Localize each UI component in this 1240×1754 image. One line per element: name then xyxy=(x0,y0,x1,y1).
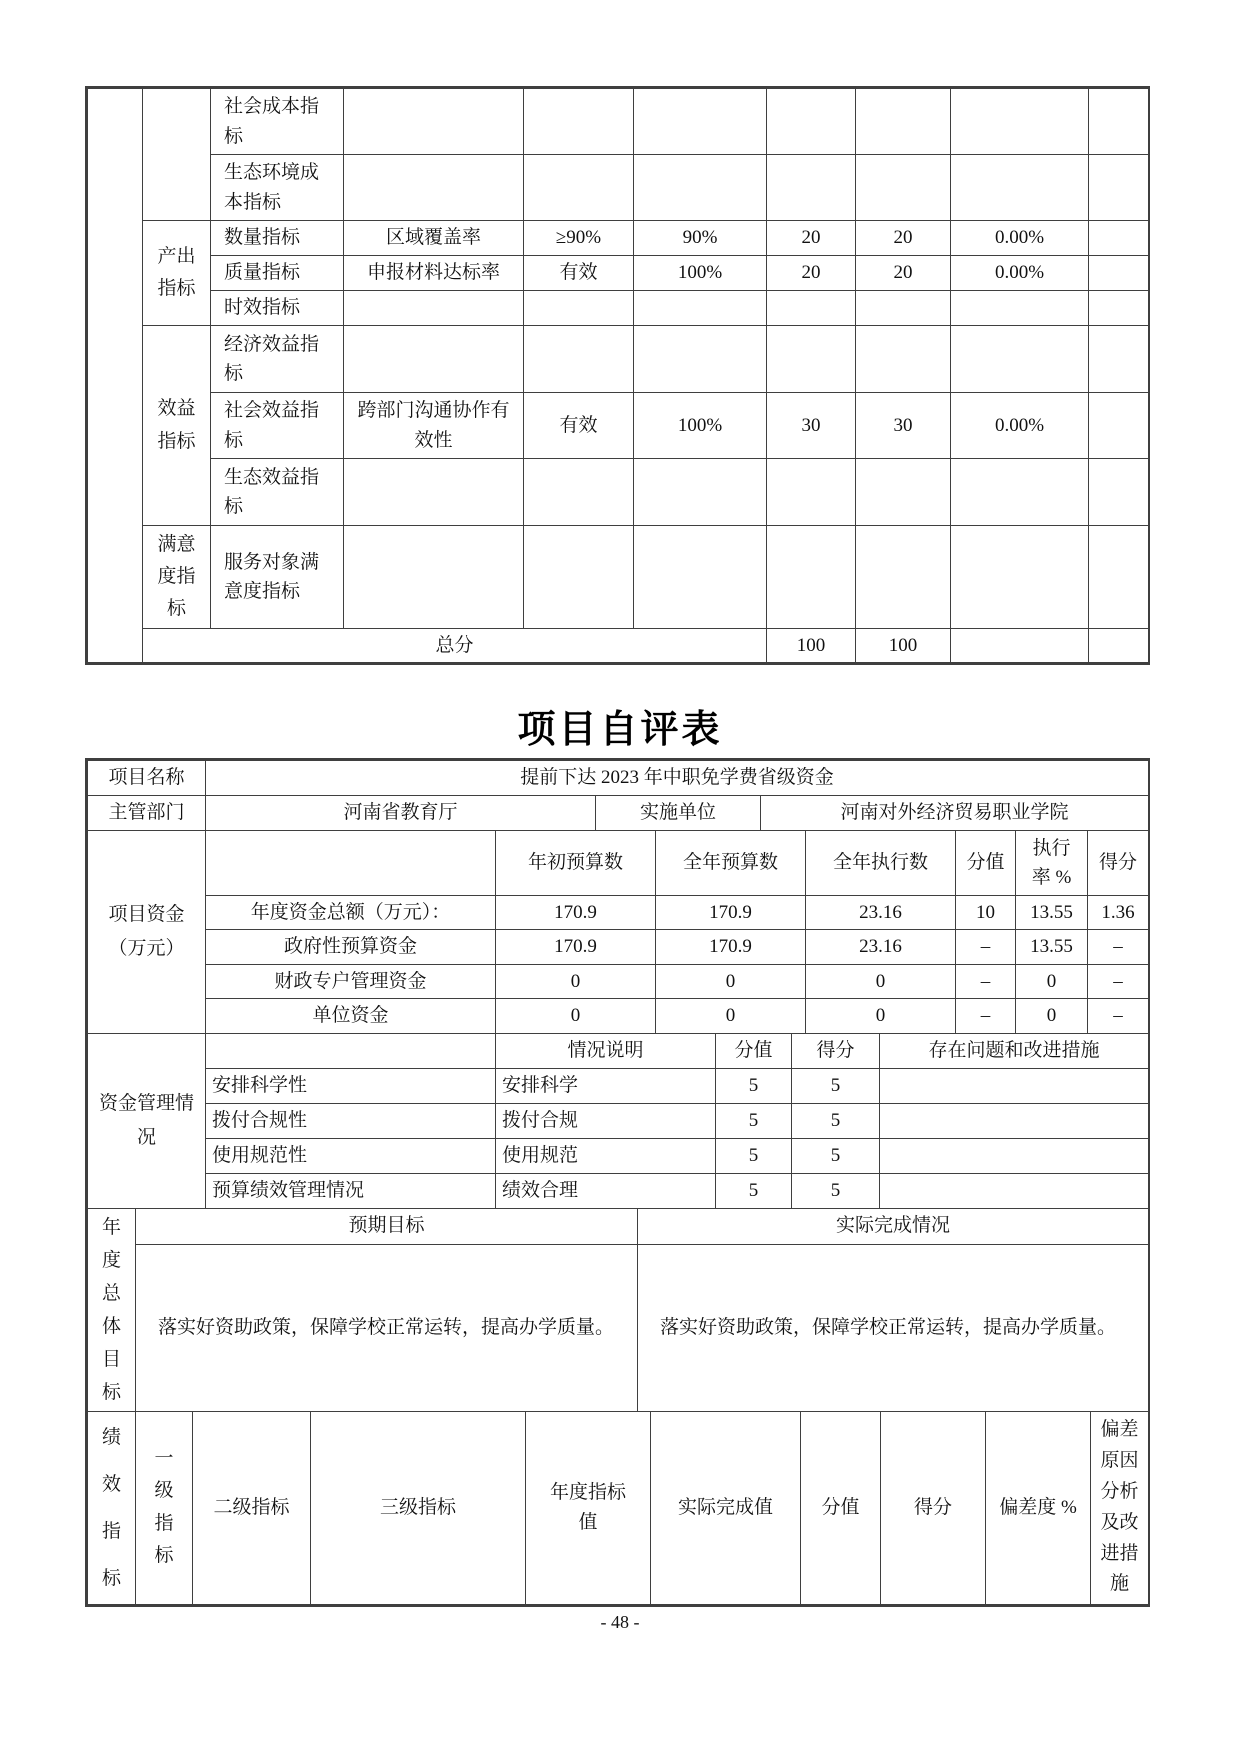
total-score-cell: 100 xyxy=(856,629,951,663)
actual-cell xyxy=(634,459,767,526)
level2-header: 二级指标 xyxy=(193,1411,311,1604)
issues-cell xyxy=(880,1068,1149,1103)
issues-header: 存在问题和改进措施 xyxy=(880,1033,1149,1068)
issues-cell xyxy=(880,1138,1149,1173)
management-name-header-empty xyxy=(206,1033,496,1068)
level3-cell: 区域覆盖率 xyxy=(344,221,524,256)
initial-budget-header: 年初预算数 xyxy=(496,831,656,896)
criterion-cell: 安排科学性 xyxy=(206,1068,496,1103)
group-cell-empty xyxy=(143,89,211,221)
impl-unit-value: 河南对外经济贸易职业学院 xyxy=(761,796,1149,831)
target-cell xyxy=(524,326,634,393)
score-cell: – xyxy=(1088,964,1149,998)
actual-cell xyxy=(634,326,767,393)
score-header: 得分 xyxy=(792,1033,880,1068)
fund-name-cell: 政府性预算资金 xyxy=(206,930,496,964)
deviation-cell xyxy=(951,155,1089,221)
project-name-label: 项目名称 xyxy=(88,761,206,796)
deviation-rate-header: 偏差度 % xyxy=(986,1411,1091,1604)
funds-section xyxy=(87,830,1149,1034)
score-cell xyxy=(856,526,951,629)
fund-management-section xyxy=(87,1033,1149,1209)
project-info-section xyxy=(87,760,1149,831)
expected-goal-text: 落实好资助政策，保障学校正常运转，提高办学质量。 xyxy=(136,1244,638,1411)
management-row xyxy=(88,1173,1149,1208)
annual-target-header: 年度指标值 xyxy=(526,1411,651,1604)
rate-cell: 13.55 xyxy=(1016,930,1088,964)
fund-name-cell: 年度资金总额（万元）： xyxy=(206,896,496,930)
table-row xyxy=(88,221,1149,256)
target-cell: 有效 xyxy=(524,256,634,291)
fund-name-cell: 财政专户管理资金 xyxy=(206,964,496,998)
target-cell xyxy=(524,526,634,629)
points-cell xyxy=(767,89,856,155)
impl-unit-label: 实施单位 xyxy=(596,796,761,831)
performance-section xyxy=(87,1411,1149,1605)
actual-completion-header: 实际完成情况 xyxy=(638,1208,1149,1244)
points-header: 分值 xyxy=(716,1033,792,1068)
level3-header: 三级指标 xyxy=(311,1411,526,1604)
level2-cell: 生态环境成本指标 xyxy=(211,155,344,221)
table-row xyxy=(88,393,1149,459)
remark-cell xyxy=(1089,326,1149,393)
actual-cell xyxy=(634,291,767,326)
deviation-cell: 0.00% xyxy=(951,393,1089,459)
points-cell: 5 xyxy=(716,1068,792,1103)
score-cell: 5 xyxy=(792,1173,880,1208)
remark-cell xyxy=(1089,221,1149,256)
executed-header: 全年执行数 xyxy=(806,831,956,896)
initial-cell: 0 xyxy=(496,999,656,1033)
actual-cell xyxy=(634,155,767,221)
score-cell: – xyxy=(1088,999,1149,1033)
target-cell xyxy=(524,291,634,326)
fund-name-cell: 单位资金 xyxy=(206,999,496,1033)
group-cell-satisfaction: 满意度指标 xyxy=(143,526,211,629)
points-cell xyxy=(767,459,856,526)
annual-cell: 170.9 xyxy=(656,930,806,964)
executed-cell: 0 xyxy=(806,964,956,998)
level2-cell: 经济效益指标 xyxy=(211,326,344,393)
desc-header: 情况说明 xyxy=(496,1033,716,1068)
annual-cell: 0 xyxy=(656,964,806,998)
dept-label: 主管部门 xyxy=(88,796,206,831)
total-deviation-cell xyxy=(951,629,1089,663)
score-cell: 1.36 xyxy=(1088,896,1149,930)
level2-cell: 生态效益指标 xyxy=(211,459,344,526)
desc-cell: 使用规范 xyxy=(496,1138,716,1173)
remark-cell xyxy=(1089,526,1149,629)
continuation-table xyxy=(85,86,1150,665)
rate-cell: 13.55 xyxy=(1016,896,1088,930)
level2-cell: 数量指标 xyxy=(211,221,344,256)
points-cell: 20 xyxy=(767,256,856,291)
score-header: 得分 xyxy=(1088,831,1149,896)
initial-cell: 170.9 xyxy=(496,896,656,930)
deviation-reason-header: 偏差原因分析及改进措施 xyxy=(1091,1411,1149,1604)
total-label-cell: 总分 xyxy=(143,629,767,663)
dept-value: 河南省教育厅 xyxy=(206,796,596,831)
annual-budget-header: 全年预算数 xyxy=(656,831,806,896)
target-cell: ≥90% xyxy=(524,221,634,256)
actual-cell: 100% xyxy=(634,393,767,459)
table-row xyxy=(88,291,1149,326)
remark-cell xyxy=(1089,629,1149,663)
annual-cell: 0 xyxy=(656,999,806,1033)
target-cell xyxy=(524,155,634,221)
target-cell xyxy=(524,459,634,526)
level2-cell: 社会成本指标 xyxy=(211,89,344,155)
page-number: - 48 - xyxy=(600,1612,640,1632)
actual-cell: 90% xyxy=(634,221,767,256)
continuation-table-grid xyxy=(87,88,1149,663)
level3-cell xyxy=(344,326,524,393)
level2-cell: 社会效益指标 xyxy=(211,393,344,459)
score-cell xyxy=(856,155,951,221)
score-cell: 20 xyxy=(856,256,951,291)
issues-cell xyxy=(880,1103,1149,1138)
table-row xyxy=(88,256,1149,291)
actual-cell xyxy=(634,526,767,629)
deviation-cell xyxy=(951,459,1089,526)
points-cell: 30 xyxy=(767,393,856,459)
points-cell xyxy=(767,291,856,326)
funds-label: 项目资金（万元） xyxy=(88,831,206,1034)
funds-row xyxy=(88,896,1149,930)
deviation-cell xyxy=(951,291,1089,326)
level3-cell xyxy=(344,459,524,526)
points-cell xyxy=(767,155,856,221)
level2-cell: 服务对象满意度指标 xyxy=(211,526,344,629)
actual-completion-text: 落实好资助政策，保障学校正常运转，提高办学质量。 xyxy=(638,1244,1149,1411)
rate-cell: 0 xyxy=(1016,964,1088,998)
table-row xyxy=(88,459,1149,526)
remark-cell xyxy=(1089,89,1149,155)
project-name-row xyxy=(88,761,1149,796)
actual-value-header: 实际完成值 xyxy=(651,1411,801,1604)
points-cell xyxy=(767,326,856,393)
score-cell: – xyxy=(1088,930,1149,964)
level3-cell: 申报材料达标率 xyxy=(344,256,524,291)
management-header-row xyxy=(88,1033,1149,1068)
points-cell: – xyxy=(956,930,1016,964)
points-cell: 5 xyxy=(716,1103,792,1138)
funds-row xyxy=(88,930,1149,964)
executed-cell: 23.16 xyxy=(806,930,956,964)
goal-content-row xyxy=(88,1244,1149,1411)
funds-name-header-empty xyxy=(206,831,496,896)
score-cell: 30 xyxy=(856,393,951,459)
score-header: 得分 xyxy=(881,1411,986,1604)
desc-cell: 绩效合理 xyxy=(496,1173,716,1208)
target-cell xyxy=(524,89,634,155)
management-row xyxy=(88,1138,1149,1173)
table-row xyxy=(88,155,1149,221)
target-cell: 有效 xyxy=(524,393,634,459)
funds-row xyxy=(88,999,1149,1033)
remark-cell xyxy=(1089,256,1149,291)
expected-goal-header: 预期目标 xyxy=(136,1208,638,1244)
goal-header-row xyxy=(88,1208,1149,1244)
points-cell: – xyxy=(956,999,1016,1033)
remark-cell xyxy=(1089,459,1149,526)
level3-cell xyxy=(344,526,524,629)
group-cell-benefit: 效益指标 xyxy=(143,326,211,526)
points-cell: 5 xyxy=(716,1138,792,1173)
total-row xyxy=(88,629,1149,663)
table-row xyxy=(88,526,1149,629)
rate-cell: 0 xyxy=(1016,999,1088,1033)
management-row xyxy=(88,1103,1149,1138)
performance-label: 绩效指标 xyxy=(88,1411,136,1604)
level3-cell xyxy=(344,291,524,326)
points-cell: 20 xyxy=(767,221,856,256)
score-cell xyxy=(856,326,951,393)
left-spacer-cell xyxy=(88,89,143,663)
points-cell: – xyxy=(956,964,1016,998)
deviation-cell: 0.00% xyxy=(951,221,1089,256)
level3-cell: 跨部门沟通协作有效性 xyxy=(344,393,524,459)
annual-cell: 170.9 xyxy=(656,896,806,930)
exec-rate-header: 执行率 % xyxy=(1016,831,1088,896)
deviation-cell xyxy=(951,526,1089,629)
actual-cell: 100% xyxy=(634,256,767,291)
issues-cell xyxy=(880,1173,1149,1208)
remark-cell xyxy=(1089,393,1149,459)
criterion-cell: 预算绩效管理情况 xyxy=(206,1173,496,1208)
points-cell: 5 xyxy=(716,1173,792,1208)
project-name-value: 提前下达 2023 年中职免学费省级资金 xyxy=(206,761,1149,796)
deviation-cell xyxy=(951,89,1089,155)
points-cell: 10 xyxy=(956,896,1016,930)
funds-header-row xyxy=(88,831,1149,896)
points-cell xyxy=(767,526,856,629)
score-cell: 5 xyxy=(792,1068,880,1103)
score-cell: 5 xyxy=(792,1138,880,1173)
table-row xyxy=(88,326,1149,393)
executed-cell: 23.16 xyxy=(806,896,956,930)
points-header: 分值 xyxy=(801,1411,881,1604)
executed-cell: 0 xyxy=(806,999,956,1033)
deviation-cell: 0.00% xyxy=(951,256,1089,291)
points-header: 分值 xyxy=(956,831,1016,896)
level2-cell: 时效指标 xyxy=(211,291,344,326)
funds-row xyxy=(88,964,1149,998)
score-cell xyxy=(856,89,951,155)
self-eval-table xyxy=(85,758,1150,1607)
level3-cell xyxy=(344,155,524,221)
page-title: 项目自评表 xyxy=(517,709,723,751)
criterion-cell: 使用规范性 xyxy=(206,1138,496,1173)
remark-cell xyxy=(1089,155,1149,221)
level1-header: 一级指标 xyxy=(136,1411,193,1604)
initial-cell: 0 xyxy=(496,964,656,998)
score-cell xyxy=(856,291,951,326)
initial-cell: 170.9 xyxy=(496,930,656,964)
score-cell: 20 xyxy=(856,221,951,256)
criterion-cell: 拨付合规性 xyxy=(206,1103,496,1138)
score-cell: 5 xyxy=(792,1103,880,1138)
management-label: 资金管理情况 xyxy=(88,1033,206,1208)
level3-cell xyxy=(344,89,524,155)
group-cell-output: 产出指标 xyxy=(143,221,211,326)
level2-cell: 质量指标 xyxy=(211,256,344,291)
table-row xyxy=(88,89,1149,155)
actual-cell xyxy=(634,89,767,155)
annual-goal-label: 年度总体目标 xyxy=(88,1208,136,1411)
annual-goal-section xyxy=(87,1208,1149,1412)
management-row xyxy=(88,1068,1149,1103)
desc-cell: 安排科学 xyxy=(496,1068,716,1103)
desc-cell: 拨付合规 xyxy=(496,1103,716,1138)
total-points-cell: 100 xyxy=(767,629,856,663)
remark-cell xyxy=(1089,291,1149,326)
department-row xyxy=(88,796,1149,831)
performance-header-row xyxy=(88,1411,1149,1604)
score-cell xyxy=(856,459,951,526)
deviation-cell xyxy=(951,326,1089,393)
